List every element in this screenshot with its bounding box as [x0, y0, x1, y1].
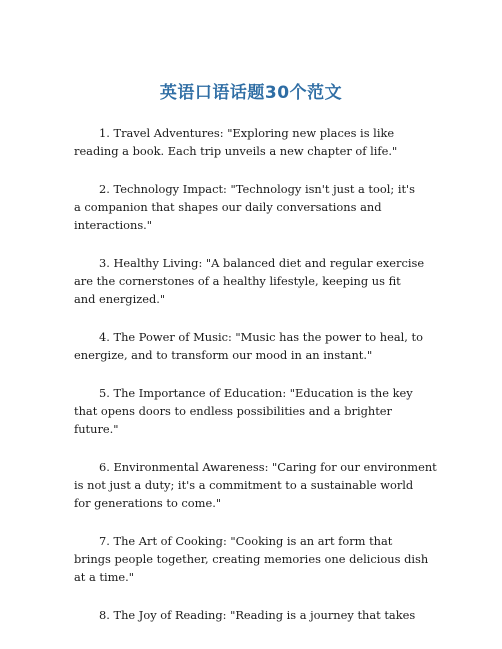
paragraph-line: 1. Travel Adventures: "Exploring new places is like — [99, 126, 395, 140]
paragraph-line: 4. The Power of Music: "Music has the power to heal, to — [99, 330, 423, 344]
paragraph-environmental-awareness — [74, 458, 437, 512]
paragraph-technology-impact — [74, 180, 430, 234]
paragraph-line: 6. Environmental Awareness: "Caring for our environment — [99, 460, 437, 474]
paragraph-travel-adventures — [74, 124, 430, 160]
paragraph-art-of-cooking — [74, 532, 430, 586]
paragraph-line: 2. Technology Impact: "Technology isn't just a tool; it's — [99, 182, 416, 196]
paragraph-line: brings people together, creating memories one delicious dish — [74, 552, 429, 566]
paragraph-line: energize, and to transform our mood in an instant." — [74, 348, 373, 362]
paragraph-line: that opens doors to endless possibilities and a brighter — [74, 404, 392, 418]
paragraph-line: 5. The Importance of Education: "Education is the key — [99, 386, 413, 400]
paragraph-line: reading a book. Each trip unveils a new chapter of life." — [74, 144, 398, 158]
paragraph-line: a companion that shapes our daily conversations and — [74, 200, 382, 214]
paragraph-line: and energized." — [74, 292, 166, 306]
paragraph-line: is not just a duty; it's a commitment to a sustainable world — [74, 478, 414, 492]
paragraph-joy-of-reading — [74, 606, 430, 624]
paragraph-line: at a time." — [74, 570, 135, 584]
paragraph-line: are the cornerstones of a healthy lifestyle, keeping us fit — [74, 274, 401, 288]
paragraph-line: 3. Healthy Living: "A balanced diet and regular exercise — [99, 256, 425, 270]
paragraph-line: future." — [74, 422, 119, 436]
paragraph-power-of-music — [74, 328, 430, 364]
paragraph-line: for generations to come." — [74, 496, 222, 510]
paragraph-line: interactions." — [74, 218, 153, 232]
document-title: 英语口语话题30个范文 — [159, 83, 343, 103]
paragraph-healthy-living — [74, 254, 430, 308]
paragraph-line: 8. The Joy of Reading: "Reading is a journey that takes — [99, 608, 416, 622]
paragraph-importance-of-education — [74, 384, 430, 438]
document-body — [74, 124, 437, 644]
paragraph-line: 7. The Art of Cooking: "Cooking is an art form that — [99, 534, 393, 548]
